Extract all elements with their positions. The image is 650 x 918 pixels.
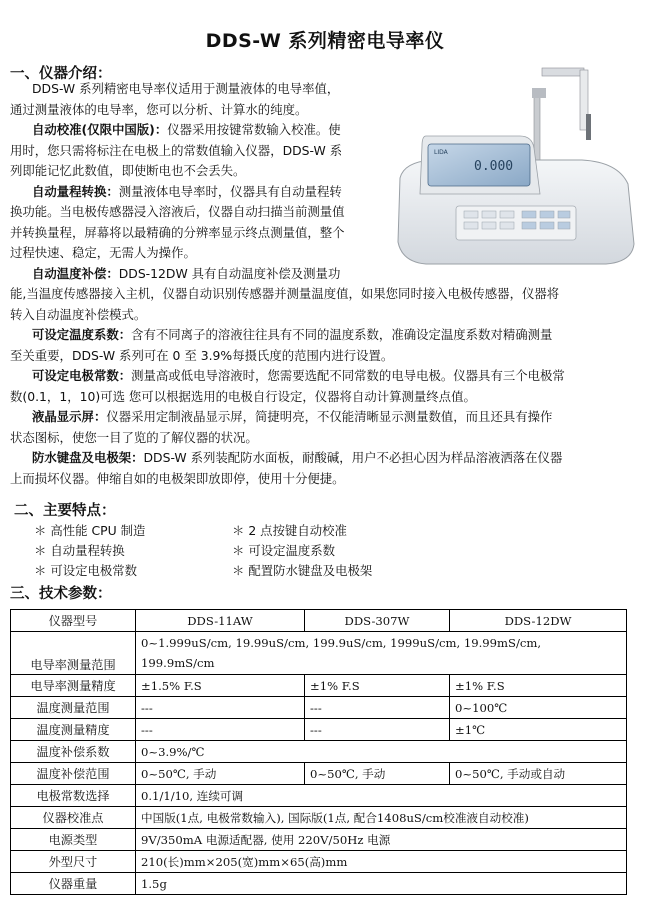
auto-calibration-heading: 自动校准(仅限中国版)： bbox=[32, 122, 168, 137]
device-brand: LIDA bbox=[434, 149, 448, 156]
spec-cell: ±1℃ bbox=[450, 719, 627, 741]
waterproof-line-2: 上而损坏仪器。伸缩自如的电极架即放即停，使用十分便捷。 bbox=[10, 470, 345, 486]
auto-temp-text: DDS-12DW 具有自动温度补偿及测量功 bbox=[118, 265, 341, 281]
spec-label-range: 电导率测量范围 bbox=[11, 632, 136, 675]
section-heading-features: 二、主要特点： bbox=[14, 503, 116, 519]
table-row bbox=[11, 851, 627, 873]
device-display-value: 0.000 bbox=[474, 159, 514, 174]
auto-calibration-text: 仪器采用按键常数输入校准。使 bbox=[167, 122, 341, 137]
table-row bbox=[11, 719, 627, 741]
spec-cell: 9V/350mA 电源适配器, 使用 220V/50Hz 电源 bbox=[136, 829, 627, 851]
table-row bbox=[11, 785, 627, 807]
conductivity-meter-image bbox=[392, 66, 642, 278]
temp-coef-text: 含有不同离子的溶液往往具有不同的温度系数，准确设定温度系数对精确测量 bbox=[131, 327, 553, 342]
table-row bbox=[11, 763, 627, 785]
model-dds-11aw: DDS-11AW bbox=[136, 610, 305, 632]
model-dds-12dw: DDS-12DW bbox=[450, 610, 627, 632]
auto-range-line-2: 换功能。当电极传感器浸入溶液后，仪器自动扫描当前测量值 bbox=[10, 204, 345, 219]
section-heading-intro: 一、仪器介绍： bbox=[10, 66, 112, 82]
spec-table bbox=[10, 609, 627, 895]
spec-label-temp-range: 温度测量范围 bbox=[11, 697, 136, 719]
spec-label-cell-const: 电极常数选择 bbox=[11, 785, 136, 807]
waterproof-heading: 防水键盘及电极架： bbox=[32, 450, 144, 465]
feature-item: ＊ 配置防水键盘及电极架 bbox=[232, 563, 373, 578]
spec-cell: 0~3.9%/℃ bbox=[136, 741, 627, 763]
auto-range-line-3: 并转换量程，屏幕将以最精确的分辨率显示终点测量值，整个 bbox=[10, 224, 345, 240]
table-row bbox=[11, 807, 627, 829]
spec-label-calibration: 仪器校准点 bbox=[11, 807, 136, 829]
auto-range-heading: 自动量程转换： bbox=[32, 183, 119, 199]
auto-temp-line-3: 转入自动温度补偿模式。 bbox=[10, 306, 147, 322]
feature-item: ＊ 自动量程转换 bbox=[34, 543, 125, 558]
spec-range-line-1: 0~1.999uS/cm, 19.99uS/cm, 199.9uS/cm, 1999uS/cm, 19.99mS/cm, bbox=[141, 636, 542, 650]
auto-calibration-line-2: 用时，您只需将标注在电极上的常数值输入仪器，DDS-W 系 bbox=[10, 142, 343, 158]
spec-cell: ±1.5% F.S bbox=[136, 675, 305, 697]
spec-label-model: 仪器型号 bbox=[11, 610, 136, 632]
spec-cell: --- bbox=[305, 697, 450, 719]
feature-item: ＊ 可设定温度系数 bbox=[232, 543, 336, 558]
table-row bbox=[11, 675, 627, 697]
spec-value-range bbox=[136, 632, 627, 675]
intro-line-2: 通过测量液体的电导率，您可以分析、计算水的纯度。 bbox=[10, 101, 308, 117]
spec-label-comp-coef: 温度补偿系数 bbox=[11, 741, 136, 763]
cell-const-line-2: 数(0.1，1，10)可选 您可以根据选用的电极自行设定，仪器将自动计算测量终点值。 bbox=[10, 388, 476, 404]
spec-label-size: 外型尺寸 bbox=[11, 851, 136, 873]
waterproof-text: DDS-W 系列装配防水面板，耐酸碱，用户不必担心因为样品溶液洒落在仪器 bbox=[143, 450, 563, 465]
model-dds-307w: DDS-307W bbox=[305, 610, 450, 632]
intro-text-full bbox=[10, 284, 640, 489]
lcd-line-2: 状态图标，使您一目了览的了解仪器的状况。 bbox=[10, 429, 258, 445]
lcd-heading: 液晶显示屏： bbox=[32, 409, 107, 424]
table-row bbox=[11, 697, 627, 719]
feature-item: ＊ 可设定电极常数 bbox=[34, 563, 138, 578]
spec-cell: 中国版(1点, 电极常数输入), 国际版(1点, 配合1408uS/cm校准液自动校准) bbox=[136, 807, 627, 829]
feature-item: ＊ 高性能 CPU 制造 bbox=[34, 523, 146, 538]
auto-temp-heading: 自动温度补偿： bbox=[32, 265, 119, 281]
spec-cell: 1.5g bbox=[136, 873, 627, 895]
spec-cell: 0~50℃, 手动 bbox=[136, 763, 305, 785]
table-row bbox=[11, 873, 627, 895]
spec-cell: --- bbox=[136, 697, 305, 719]
cell-const-heading: 可设定电极常数： bbox=[32, 368, 132, 383]
auto-calibration-line-3: 列即能记忆此数值，即使断电也不会丢失。 bbox=[10, 163, 246, 178]
spec-label-power: 电源类型 bbox=[11, 829, 136, 851]
spec-cell: 0~50℃, 手动或自动 bbox=[450, 763, 627, 785]
spec-cell: --- bbox=[136, 719, 305, 741]
spec-label-weight: 仪器重量 bbox=[11, 873, 136, 895]
spec-cell: 0~50℃, 手动 bbox=[305, 763, 450, 785]
table-row bbox=[11, 829, 627, 851]
section-heading-specs: 三、技术参数： bbox=[10, 586, 112, 602]
feature-item: ＊ 2 点按键自动校准 bbox=[232, 523, 347, 538]
spec-label-temp-accuracy: 温度测量精度 bbox=[11, 719, 136, 741]
table-row bbox=[11, 632, 627, 675]
page-title: DDS-W 系列精密电导率仪 bbox=[205, 30, 445, 52]
auto-temp-line-2: 能,当温度传感器接入主机，仪器自动识别传感器并测量温度值，如果您同时接入电极传感器，仪器将 bbox=[10, 286, 560, 301]
spec-cell: --- bbox=[305, 719, 450, 741]
cell-const-text: 测量高或低电导溶液时，您需要选配不同常数的电导电极。仪器具有三个电极常 bbox=[131, 368, 565, 383]
spec-cell: ±1% F.S bbox=[450, 675, 627, 697]
spec-cell: 0~100℃ bbox=[450, 697, 627, 719]
spec-range-line-2: 199.9mS/cm bbox=[141, 656, 215, 670]
auto-range-text: 测量液体电导率时，仪器具有自动量程转 bbox=[118, 183, 342, 199]
spec-label-comp-range: 温度补偿范围 bbox=[11, 763, 136, 785]
temp-coef-heading: 可设定温度系数： bbox=[32, 327, 132, 342]
temp-coef-line-2: 至关重要，DDS-W 系列可在 0 至 3.9%每摄氏度的范围内进行设置。 bbox=[10, 347, 394, 363]
intro-line-1: DDS-W 系列精密电导率仪适用于测量液体的电导率值， bbox=[32, 81, 340, 96]
lcd-text: 仪器采用定制液晶显示屏，简捷明亮，不仅能清晰显示测量数值，而且还具有操作 bbox=[106, 409, 553, 424]
auto-range-line-4: 过程快速、稳定，无需人为操作。 bbox=[10, 245, 196, 260]
spec-label-accuracy: 电导率测量精度 bbox=[11, 675, 136, 697]
intro-text-block bbox=[10, 79, 410, 284]
spec-cell: 0.1/1/10, 连续可调 bbox=[136, 785, 627, 807]
spec-cell: ±1% F.S bbox=[305, 675, 450, 697]
spec-cell: 210(长)mm×205(宽)mm×65(高)mm bbox=[136, 851, 627, 873]
table-row bbox=[11, 610, 627, 632]
table-row bbox=[11, 741, 627, 763]
